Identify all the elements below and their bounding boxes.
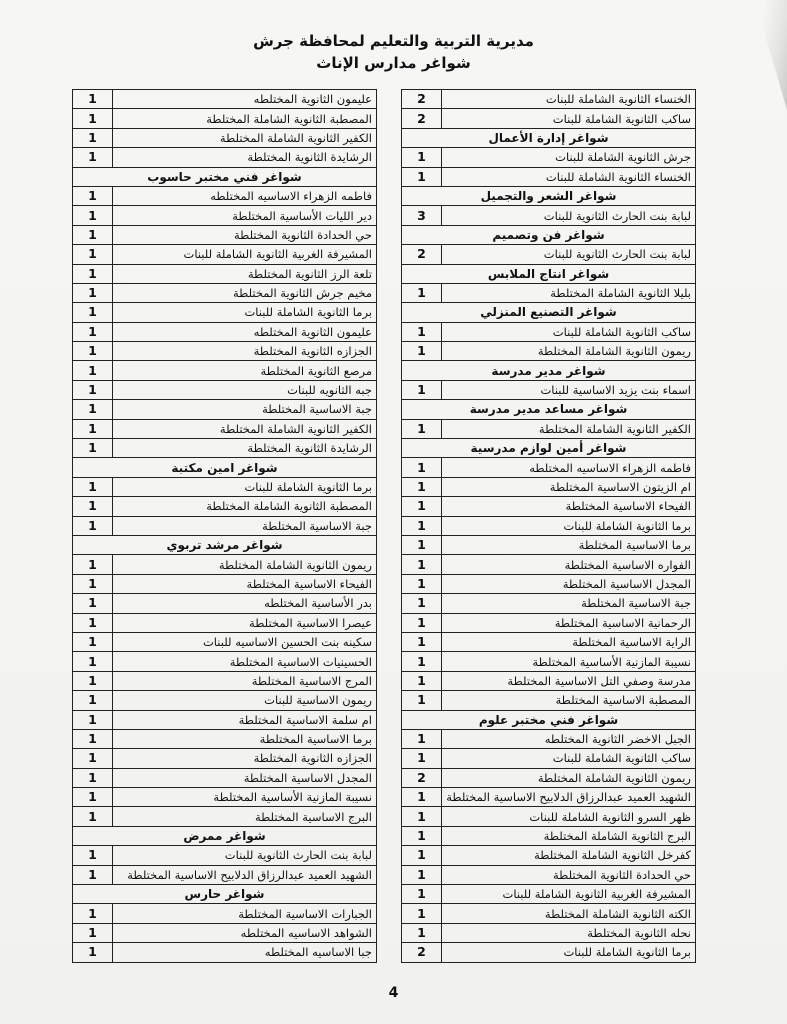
vacancy-count-cell: 1: [73, 768, 113, 787]
vacancy-count-cell: 1: [402, 148, 442, 167]
table-row: [73, 613, 377, 632]
vacancy-count-cell: 1: [73, 439, 113, 458]
school-name-cell: لبابة بنت الحارث الثانوية للبنات: [113, 846, 377, 865]
school-name-cell: جبه الثانويه للبنات: [113, 380, 377, 399]
table-row: [402, 749, 696, 768]
table-row: [73, 691, 377, 710]
table-row: [402, 322, 696, 341]
school-name-cell: ساكب الثانوية الشاملة للبنات: [442, 322, 696, 341]
school-name-cell: فاطمه الزهراء الاساسيه المختلطه: [113, 186, 377, 205]
school-name-cell: الجبارات الاساسية المختلطة: [113, 904, 377, 923]
school-name-cell: ام سلمة الاساسية المختلطة: [113, 710, 377, 729]
table-row: [73, 419, 377, 438]
table-row: [73, 322, 377, 341]
table-row: [73, 283, 377, 302]
school-name-cell: نحله الثانوية المختلطة: [442, 923, 696, 942]
table-row: [402, 109, 696, 128]
vacancy-count-cell: 1: [402, 283, 442, 302]
vacancy-count-cell: 1: [402, 807, 442, 826]
table-row: [73, 768, 377, 787]
school-name-cell: دير الليات الأساسية المختلطة: [113, 206, 377, 225]
table-row: [73, 361, 377, 380]
vacancy-count-cell: 1: [402, 691, 442, 710]
school-name-cell: الفيحاء الاساسية المختلطة: [113, 574, 377, 593]
school-name-cell: البرج الثانوية الشاملة المختلطة: [442, 826, 696, 845]
vacancy-count-cell: 1: [402, 458, 442, 477]
vacancy-count-cell: 1: [73, 477, 113, 496]
table-row: [73, 943, 377, 962]
table-row: [402, 788, 696, 807]
school-name-cell: الجزازه الثانوية المختلطة: [113, 749, 377, 768]
school-name-cell: الشهيد العميد عبدالرزاق الدلابيح الاساسية المختلطة: [442, 788, 696, 807]
table-row: [402, 594, 696, 613]
vacancy-count-cell: 1: [73, 613, 113, 632]
school-name-cell: كفرخل الثانوية الشاملة المختلطة: [442, 846, 696, 865]
table-row: [73, 128, 377, 147]
school-name-cell: المصطبة الثانوية الشاملة المختلطة: [113, 497, 377, 516]
vacancy-count-cell: 1: [73, 671, 113, 690]
school-name-cell: الفواره الاساسية المختلطة: [442, 555, 696, 574]
table-row: [402, 477, 696, 496]
school-name-cell: تلعة الرز الثانوية المختلطة: [113, 264, 377, 283]
table-row: [402, 846, 696, 865]
school-name-cell: برما الاساسية المختلطة: [442, 535, 696, 554]
school-name-cell: الحسينيات الاساسية المختلطة: [113, 652, 377, 671]
school-name-cell: نسيبة المازنية الأساسية المختلطة: [113, 788, 377, 807]
school-name-cell: المصطبة الثانوية الشاملة المختلطة: [113, 109, 377, 128]
school-name-cell: جرش الثانوية الشاملة للبنات: [442, 148, 696, 167]
section-title: شواغر امين مكتبة: [73, 458, 377, 477]
school-name-cell: الشواهد الاساسيه المختلطه: [113, 923, 377, 942]
table-row: [402, 807, 696, 826]
vacancy-count-cell: 1: [73, 419, 113, 438]
school-name-cell: مرصع الثانوية المختلطة: [113, 361, 377, 380]
vacancy-count-cell: 1: [402, 652, 442, 671]
table-row: [402, 535, 696, 554]
school-name-cell: ظهر السرو الثانوية الشاملة للبنات: [442, 807, 696, 826]
table-row: [402, 206, 696, 225]
table-row: [402, 904, 696, 923]
school-name-cell: الكفير الثانوية الشاملة المختلطة: [113, 128, 377, 147]
school-name-cell: جبة الاساسية المختلطة: [113, 516, 377, 535]
vacancy-count-cell: 1: [73, 303, 113, 322]
section-title: شواغر فني مختبر علوم: [402, 710, 696, 729]
vacancy-count-cell: 1: [73, 342, 113, 361]
school-name-cell: جبة الاساسية المختلطة: [113, 400, 377, 419]
section-header-row: [402, 710, 696, 729]
table-row: [73, 497, 377, 516]
vacancy-count-cell: 1: [73, 594, 113, 613]
school-name-cell: جبا الاساسيه المختلطه: [113, 943, 377, 962]
vacancy-count-cell: 1: [73, 186, 113, 205]
vacancy-count-cell: 1: [73, 400, 113, 419]
school-name-cell: ساكب الثانوية الشاملة للبنات: [442, 109, 696, 128]
table-row: [402, 768, 696, 787]
table-row: [73, 594, 377, 613]
vacancy-count-cell: 1: [73, 691, 113, 710]
school-name-cell: الفيحاء الاساسية المختلطة: [442, 497, 696, 516]
table-row: [73, 516, 377, 535]
vacancy-count-cell: 1: [73, 322, 113, 341]
table-row: [402, 283, 696, 302]
section-title: شواغر إدارة الأعمال: [402, 128, 696, 147]
vacancy-count-cell: 1: [73, 148, 113, 167]
vacancy-count-cell: 1: [73, 128, 113, 147]
vacancy-count-cell: 1: [73, 283, 113, 302]
school-name-cell: الجبل الاخضر الثانوية المختلطه: [442, 729, 696, 748]
table-row: [402, 729, 696, 748]
school-name-cell: المجدل الاساسية المختلطة: [442, 574, 696, 593]
table-row: [73, 264, 377, 283]
section-title: شواغر ممرض: [73, 826, 377, 845]
vacancy-count-cell: 1: [402, 594, 442, 613]
school-name-cell: بدر الأساسية المختلطه: [113, 594, 377, 613]
table-row: [73, 865, 377, 884]
table-row: [73, 90, 377, 109]
table-row: [73, 225, 377, 244]
school-name-cell: الكفير الثانوية الشاملة المختلطة: [113, 419, 377, 438]
school-name-cell: ساكب الثانوية الشاملة للبنات: [442, 749, 696, 768]
vacancies-table-left: [72, 89, 377, 963]
vacancy-count-cell: 2: [402, 943, 442, 962]
table-row: [402, 555, 696, 574]
vacancy-count-cell: 1: [73, 923, 113, 942]
section-header-row: [402, 225, 696, 244]
vacancy-count-cell: 1: [402, 749, 442, 768]
table-row: [402, 380, 696, 399]
vacancy-count-cell: 1: [402, 729, 442, 748]
table-row: [73, 439, 377, 458]
table-row: [402, 90, 696, 109]
table-row: [73, 206, 377, 225]
table-row: [73, 186, 377, 205]
section-title: شواغر التصنيع المنزلي: [402, 303, 696, 322]
document-subtitle: شواغر مدارس الإناث: [316, 54, 471, 72]
table-row: [73, 729, 377, 748]
vacancy-count-cell: 1: [402, 380, 442, 399]
school-name-cell: برما الاساسية المختلطة: [113, 729, 377, 748]
table-row: [73, 148, 377, 167]
vacancy-count-cell: 1: [402, 788, 442, 807]
school-name-cell: سكينه بنت الحسين الاساسيه للبنات: [113, 632, 377, 651]
table-row: [402, 574, 696, 593]
school-name-cell: ريمون الثانوية الشاملة المختلطة: [113, 555, 377, 574]
table-row: [402, 342, 696, 361]
school-name-cell: فاطمه الزهراء الاساسيه المختلطه: [442, 458, 696, 477]
school-name-cell: الجزازه الثانوية المختلطة: [113, 342, 377, 361]
vacancy-count-cell: 1: [402, 322, 442, 341]
section-title: شواغر فن وتصميم: [402, 225, 696, 244]
vacancy-count-cell: 1: [73, 632, 113, 651]
section-title: شواغر مرشد تربوي: [73, 535, 377, 554]
table-row: [402, 613, 696, 632]
school-name-cell: المشيرفة الغربية الثانوية الشاملة للبنات: [113, 245, 377, 264]
table-row: [402, 245, 696, 264]
table-row: [73, 846, 377, 865]
vacancy-count-cell: 2: [402, 90, 442, 109]
vacancy-count-cell: 1: [73, 574, 113, 593]
school-name-cell: حي الحدادة الثانوية المختلطة: [442, 865, 696, 884]
section-header-row: [402, 400, 696, 419]
school-name-cell: البرج الاساسية المختلطة: [113, 807, 377, 826]
section-header-row: [73, 826, 377, 845]
table-row: [73, 400, 377, 419]
vacancy-count-cell: 1: [402, 477, 442, 496]
table-row: [73, 555, 377, 574]
school-name-cell: ريمون الثانوية الشاملة المختلطة: [442, 768, 696, 787]
vacancy-count-cell: 1: [73, 943, 113, 962]
vacancy-count-cell: 2: [402, 109, 442, 128]
table-row: [73, 807, 377, 826]
school-name-cell: برما الثانوية الشاملة للبنات: [442, 516, 696, 535]
table-row: [73, 923, 377, 942]
vacancy-count-cell: 2: [402, 768, 442, 787]
school-name-cell: المرج الاساسية المختلطة: [113, 671, 377, 690]
vacancy-count-cell: 2: [402, 245, 442, 264]
school-name-cell: لبابة بنت الحارث الثانوية للبنات: [442, 245, 696, 264]
section-title: شواغر أمين لوازم مدرسية: [402, 439, 696, 458]
vacancy-count-cell: 1: [402, 885, 442, 904]
vacancy-count-cell: 1: [73, 109, 113, 128]
section-header-row: [73, 167, 377, 186]
section-header-row: [402, 128, 696, 147]
school-name-cell: المشيرفة الغربية الثانوية الشاملة للبنات: [442, 885, 696, 904]
section-header-row: [402, 264, 696, 283]
school-name-cell: المجدل الاساسية المختلطة: [113, 768, 377, 787]
school-name-cell: الخنساء الثانوية الشاملة للبنات: [442, 167, 696, 186]
vacancy-count-cell: 1: [402, 904, 442, 923]
school-name-cell: عيصرا الاساسية المختلطة: [113, 613, 377, 632]
vacancy-count-cell: 3: [402, 206, 442, 225]
table-row: [402, 652, 696, 671]
vacancy-count-cell: 1: [73, 206, 113, 225]
school-name-cell: جبة الاساسية المختلطة: [442, 594, 696, 613]
section-header-row: [73, 458, 377, 477]
table-row: [402, 419, 696, 438]
vacancy-count-cell: 1: [73, 555, 113, 574]
vacancy-count-cell: 1: [73, 225, 113, 244]
vacancy-count-cell: 1: [73, 264, 113, 283]
table-row: [73, 380, 377, 399]
school-name-cell: نسيبة المازنية الأساسية المختلطة: [442, 652, 696, 671]
vacancy-count-cell: 1: [402, 555, 442, 574]
section-title: شواغر مساعد مدير مدرسة: [402, 400, 696, 419]
vacancy-count-cell: 1: [402, 865, 442, 884]
school-name-cell: حي الحدادة الثانوية المختلطة: [113, 225, 377, 244]
table-row: [73, 109, 377, 128]
table-row: [402, 632, 696, 651]
table-body-right: [402, 90, 696, 963]
school-name-cell: مدرسة وصفي التل الاساسية المختلطة: [442, 671, 696, 690]
school-name-cell: الخنساء الثانوية الشاملة للبنات: [442, 90, 696, 109]
vacancy-count-cell: 1: [73, 865, 113, 884]
table-row: [402, 865, 696, 884]
table-row: [402, 497, 696, 516]
table-row: [73, 710, 377, 729]
table-row: [73, 477, 377, 496]
section-title: شواغر فني مختبر حاسوب: [73, 167, 377, 186]
page-number: 4: [388, 985, 399, 1001]
vacancy-count-cell: 1: [73, 788, 113, 807]
section-header-row: [73, 535, 377, 554]
section-header-row: [73, 885, 377, 904]
vacancy-count-cell: 1: [73, 904, 113, 923]
vacancy-count-cell: 1: [402, 826, 442, 845]
table-row: [402, 671, 696, 690]
vacancy-count-cell: 1: [73, 361, 113, 380]
vacancy-count-cell: 1: [402, 574, 442, 593]
school-name-cell: ريمون الاساسية للبنات: [113, 691, 377, 710]
table-row: [402, 691, 696, 710]
table-row: [73, 303, 377, 322]
section-title: شواغر الشعر والتجميل: [402, 186, 696, 205]
table-row: [402, 826, 696, 845]
school-name-cell: عليمون الثانوية المختلطه: [113, 90, 377, 109]
school-name-cell: برما الثانوية الشاملة للبنات: [113, 477, 377, 496]
school-name-cell: ام الزيتون الاساسية المختلطة: [442, 477, 696, 496]
vacancy-count-cell: 1: [73, 729, 113, 748]
section-header-row: [402, 439, 696, 458]
section-title: شواغر حارس: [73, 885, 377, 904]
vacancy-count-cell: 1: [402, 516, 442, 535]
vacancies-table-right: [401, 89, 696, 963]
vacancy-count-cell: 1: [402, 497, 442, 516]
vacancy-count-cell: 1: [402, 613, 442, 632]
table-row: [73, 904, 377, 923]
school-name-cell: برما الثانوية الشاملة للبنات: [113, 303, 377, 322]
section-header-row: [402, 186, 696, 205]
school-name-cell: المصطبة الاساسية المختلطة: [442, 691, 696, 710]
school-name-cell: ريمون الثانوية الشاملة المختلطة: [442, 342, 696, 361]
vacancy-count-cell: 1: [73, 652, 113, 671]
vacancy-count-cell: 1: [73, 90, 113, 109]
school-name-cell: الرشايدة الثانوية المختلطة: [113, 439, 377, 458]
vacancy-count-cell: 1: [73, 749, 113, 768]
school-name-cell: الرحمانية الاساسية المختلطة: [442, 613, 696, 632]
school-name-cell: لبابة بنت الحارث الثانوية للبنات: [442, 206, 696, 225]
vacancy-count-cell: 1: [73, 245, 113, 264]
section-header-row: [402, 361, 696, 380]
table-row: [402, 516, 696, 535]
school-name-cell: برما الثانوية الشاملة للبنات: [442, 943, 696, 962]
vacancy-count-cell: 1: [73, 710, 113, 729]
table-body-left: [73, 90, 377, 963]
vacancy-count-cell: 1: [402, 419, 442, 438]
table-row: [73, 342, 377, 361]
table-row: [73, 749, 377, 768]
table-row: [73, 245, 377, 264]
table-row: [402, 943, 696, 962]
vacancy-count-cell: 1: [73, 516, 113, 535]
table-row: [402, 148, 696, 167]
table-row: [402, 923, 696, 942]
school-name-cell: الشهيد العميد عبدالرزاق الدلابيح الاساسية المختلطة: [113, 865, 377, 884]
vacancy-count-cell: 1: [402, 632, 442, 651]
table-row: [402, 458, 696, 477]
table-row: [73, 574, 377, 593]
school-name-cell: الكته الثانوية الشاملة المختلطة: [442, 904, 696, 923]
table-row: [402, 167, 696, 186]
vacancy-count-cell: 1: [402, 167, 442, 186]
table-row: [73, 652, 377, 671]
table-row: [73, 671, 377, 690]
vacancy-count-cell: 1: [402, 535, 442, 554]
vacancy-count-cell: 1: [73, 497, 113, 516]
table-row: [402, 885, 696, 904]
table-row: [73, 788, 377, 807]
school-name-cell: مخيم جرش الثانوية المختلطة: [113, 283, 377, 302]
vacancy-count-cell: 1: [402, 342, 442, 361]
school-name-cell: بليلا الثانوية الشاملة المختلطة: [442, 283, 696, 302]
vacancy-count-cell: 1: [73, 846, 113, 865]
vacancy-count-cell: 1: [402, 846, 442, 865]
document-title: مديرية التربية والتعليم لمحافظة جرش: [253, 32, 534, 50]
section-header-row: [402, 303, 696, 322]
section-title: شواغر مدير مدرسة: [402, 361, 696, 380]
vacancy-count-cell: 1: [402, 923, 442, 942]
section-title: شواغر انتاج الملابس: [402, 264, 696, 283]
school-name-cell: الكفير الثانوية الشاملة المختلطة: [442, 419, 696, 438]
school-name-cell: الراية الاساسية المختلطة: [442, 632, 696, 651]
school-name-cell: اسماء بنت يزيد الاساسية للبنات: [442, 380, 696, 399]
school-name-cell: الرشايدة الثانوية المختلطة: [113, 148, 377, 167]
vacancy-count-cell: 1: [73, 380, 113, 399]
vacancy-count-cell: 1: [73, 807, 113, 826]
vacancy-count-cell: 1: [402, 671, 442, 690]
table-row: [73, 632, 377, 651]
school-name-cell: عليمون الثانوية المختلطه: [113, 322, 377, 341]
